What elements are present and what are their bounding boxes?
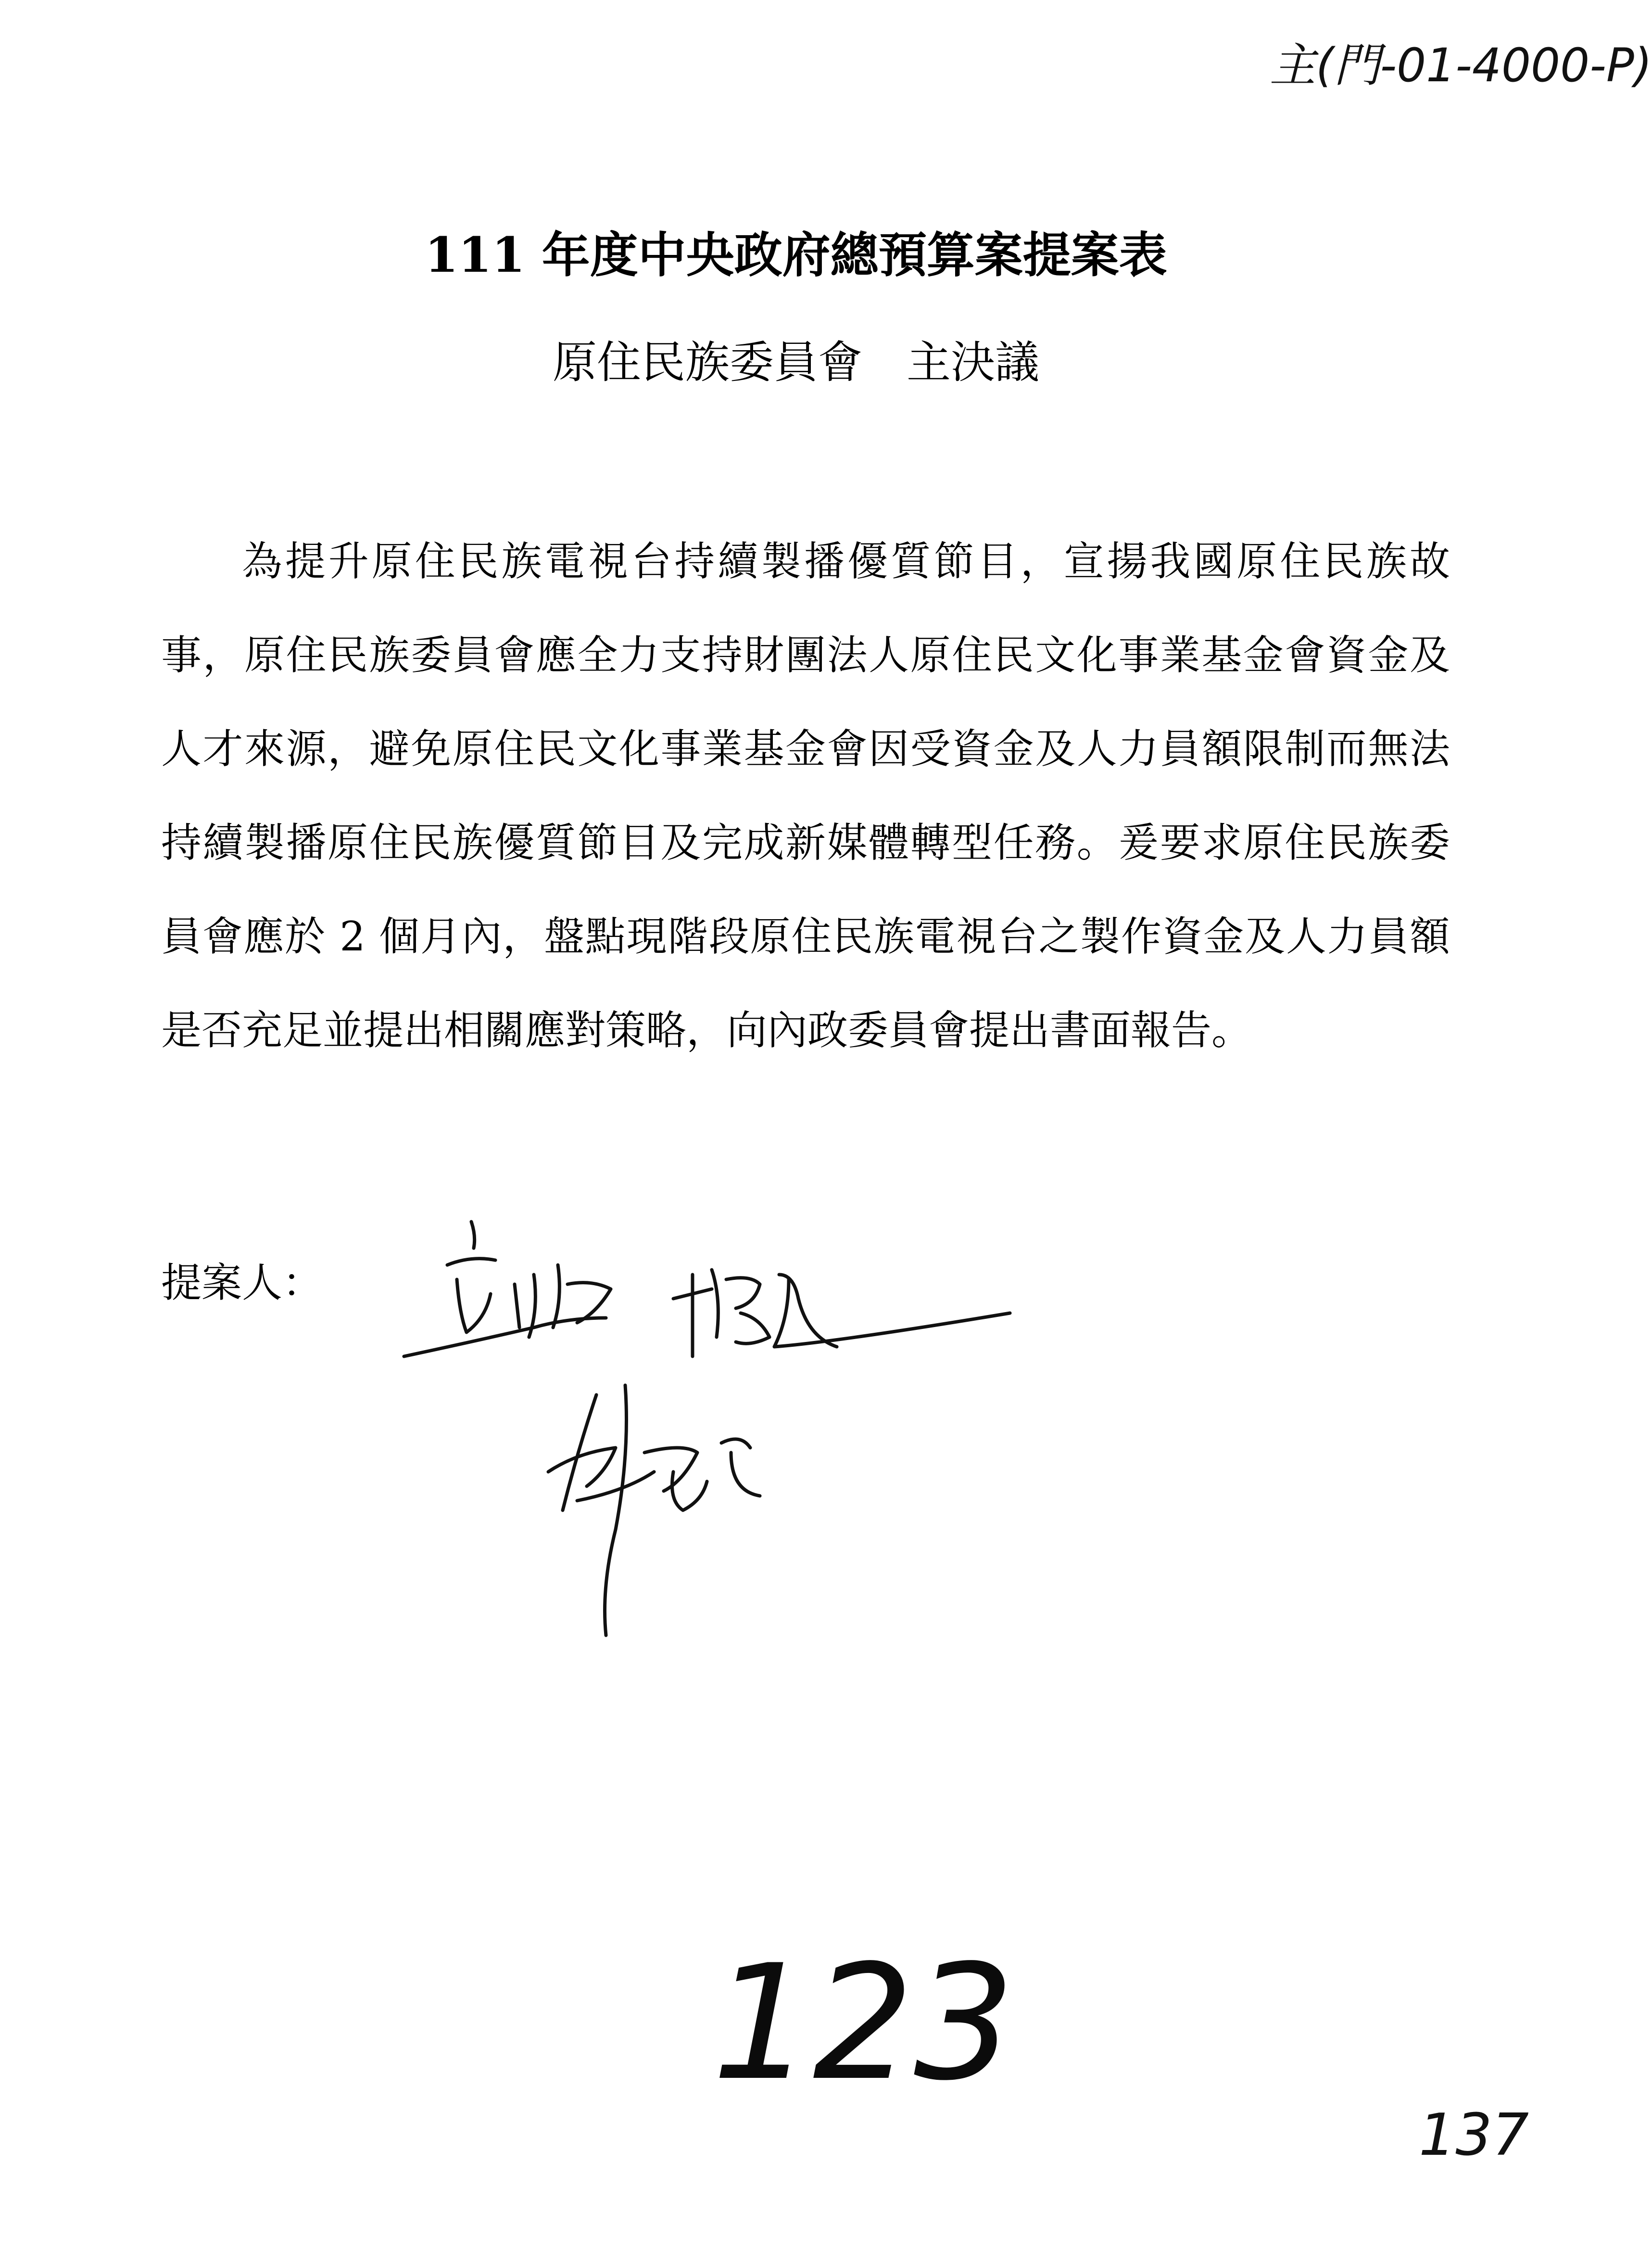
signature-2 [673,1270,1010,1356]
document-subtitle: 原住民族委員會 主決議 [552,337,1039,388]
signature-1 [404,1222,611,1356]
proposer-label: 提案人： [161,1259,323,1306]
document-title: 111 年度中央政府總預算案提案表 [425,227,1167,283]
page-number-handwritten: 137 [1419,2102,1529,2169]
resolution-body-text: 為提升原住民族電視台持續製播優質節目，宣揚我國原住民族故事，原住民族委員會應全力支持財團法人原住民文化事業基金會資金及人才來源，避免原住民文化事業基金會因受資金及人力員額限制而無法持續製播原住民族優質節目及完成新媒體轉型任務。爰要求原住民族委員會應於 2 個月內，盤點現階段原住民族電視台之製作資金及人力員額是否充足並提出相關應對策略，向內政委員會提出書面報告。 [161,538,1450,1054]
handwritten-signatures [375,1202,1048,1664]
document-code-handwritten: 主(門-01-4000-P) [1270,38,1652,92]
signature-3 [548,1385,760,1635]
svg-text:123: 123 [712,1931,1015,2115]
stamp-number [702,1924,1039,2116]
